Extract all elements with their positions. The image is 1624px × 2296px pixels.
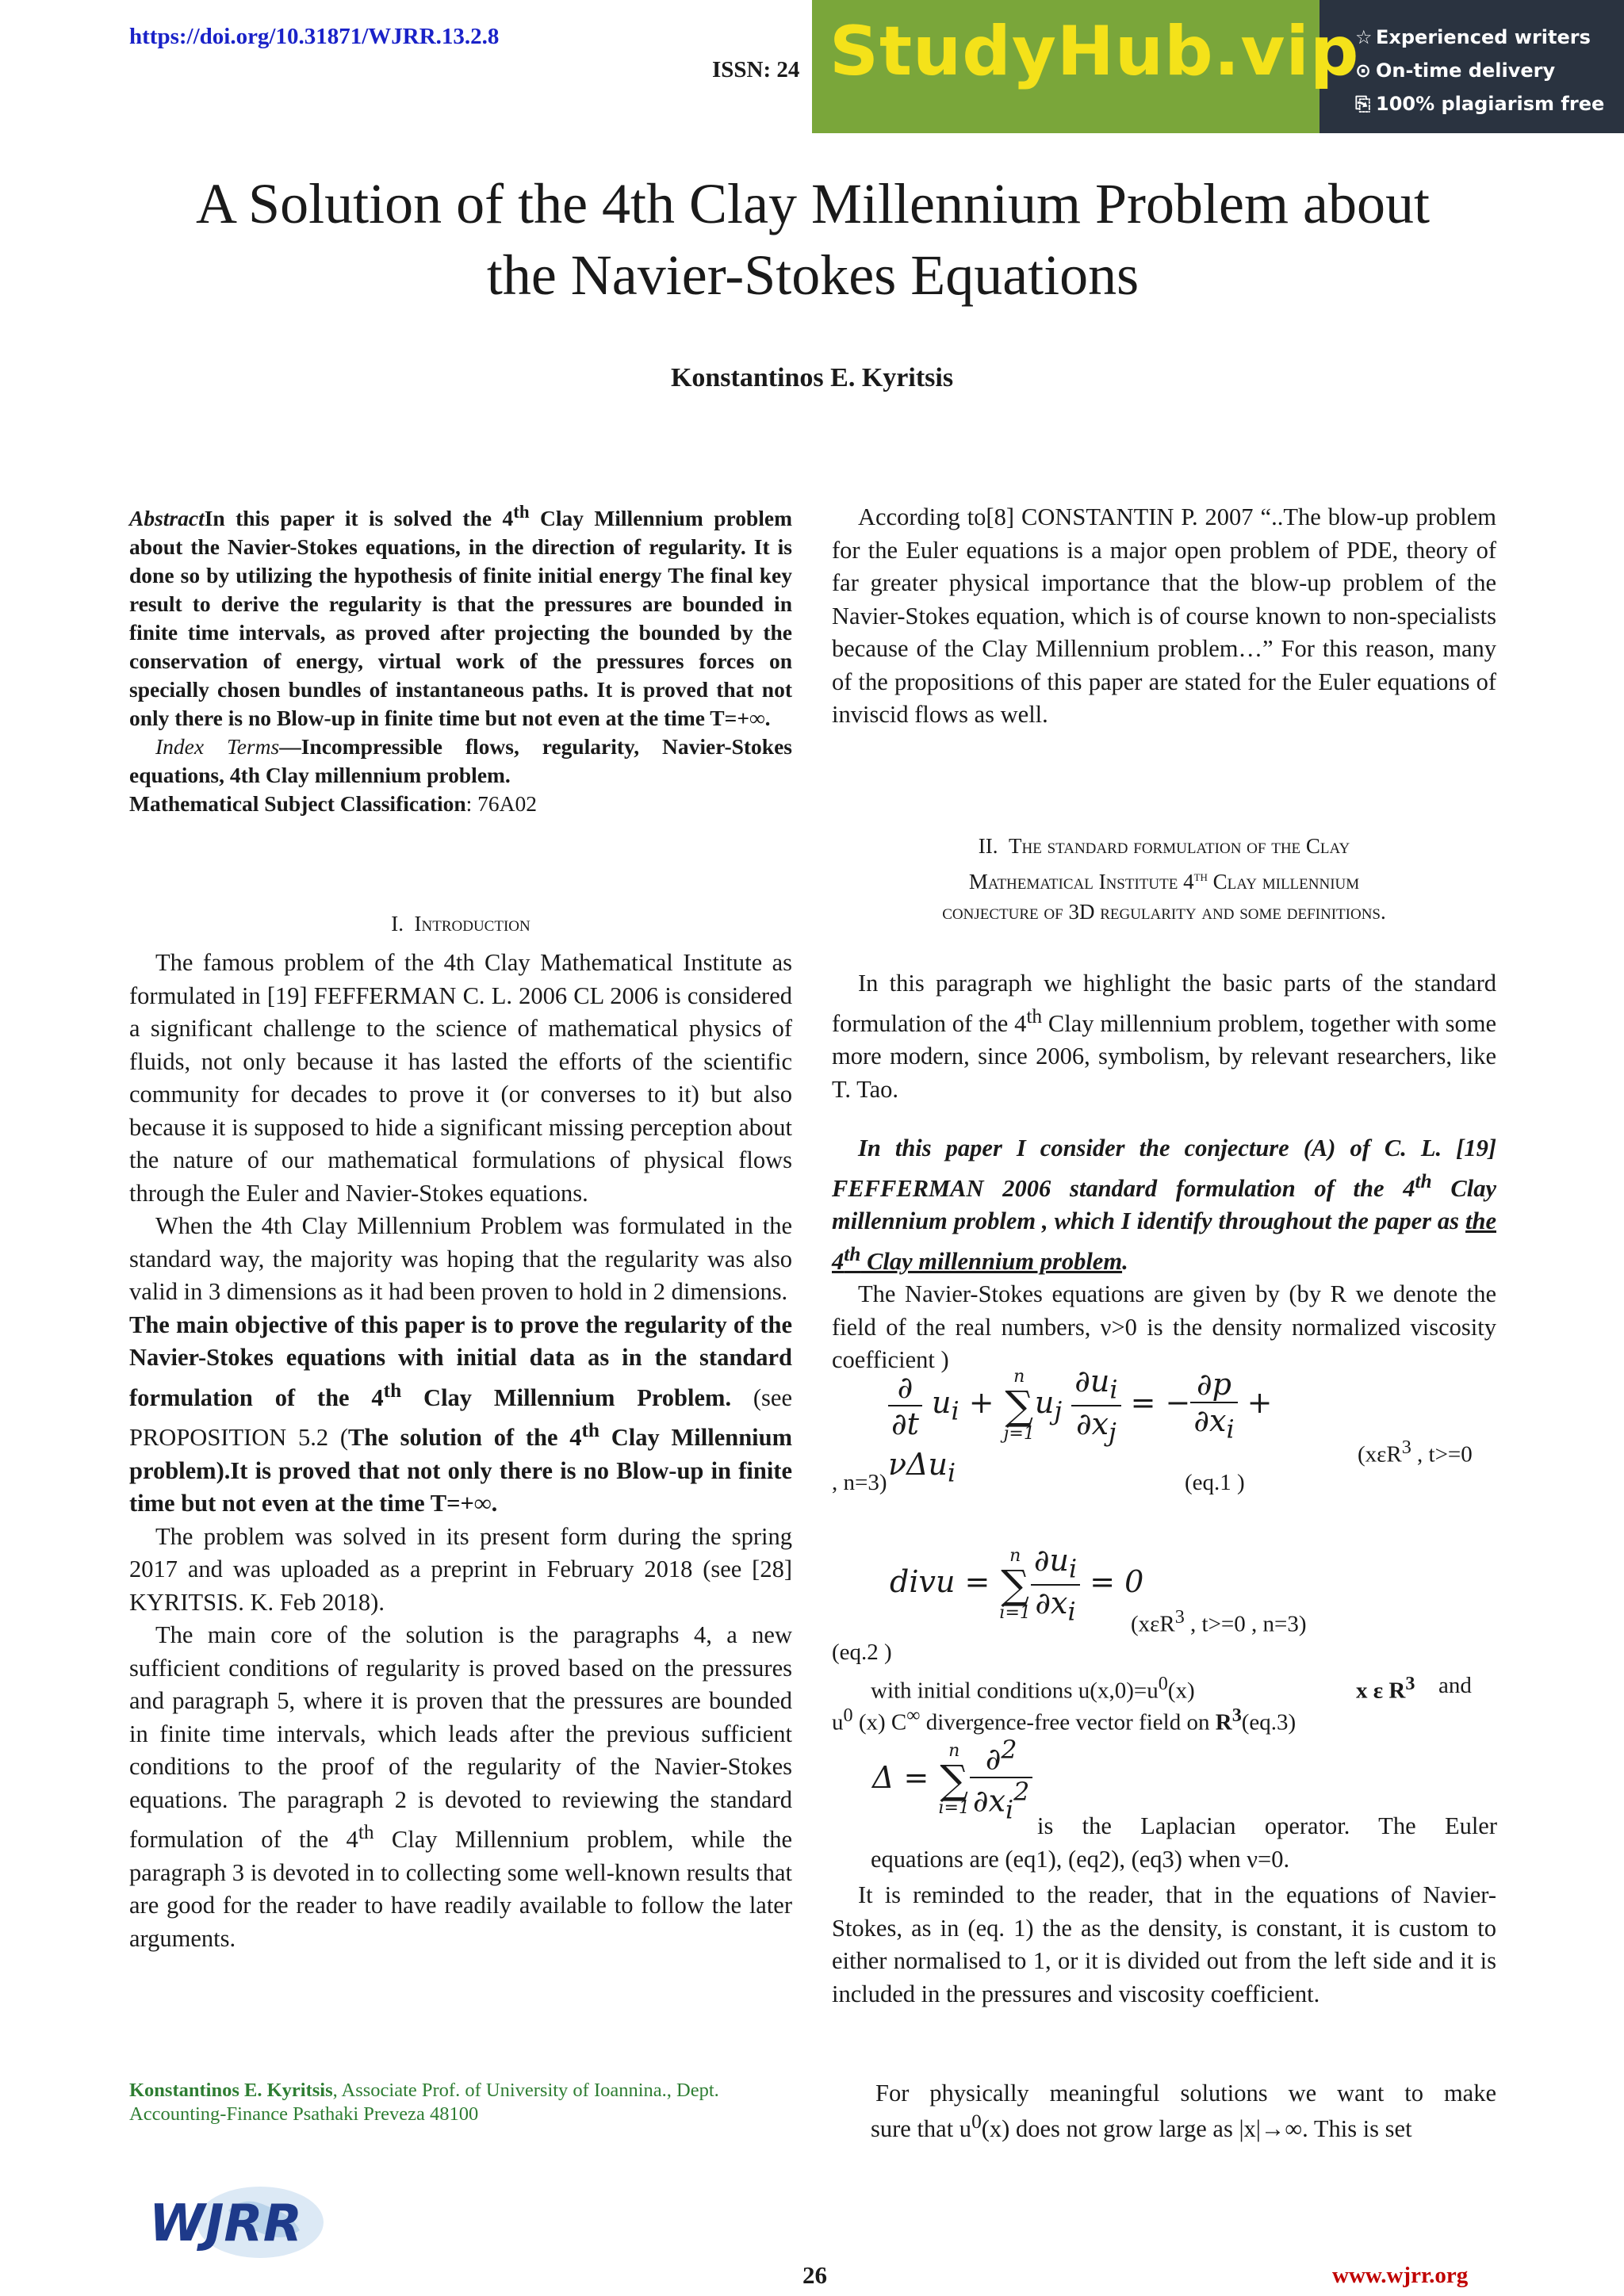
- wjrr-logo: [141, 2179, 331, 2266]
- doi-link[interactable]: https://doi.org/10.31871/WJRR.13.2.8: [129, 24, 500, 49]
- intro-p3: The main objective of this paper is to prove the regularity of the Navier-Stokes equations with initial data as in the standard formulation of the 4th Clay Millennium Problem. (see PROPOSITION 5.2 (The solution of the 4th Clay Millennium problem).It is proved that not only there is no Blow-up in finite time but not even at the time T=+∞.: [129, 1311, 793, 1517]
- section2-p1: In this paragraph we highlight the basic parts of the standard formulation of the 4th Clay millennium problem, together with some more modern, since 2006, symbolism, by relevant researchers, like T. Tao.: [832, 970, 1496, 1103]
- issn: ISSN: 24: [712, 57, 800, 82]
- physical-solutions-line2: sure that $u^0(x)$ does not grow large as |x|→∞. This is set: [871, 2110, 1412, 2143]
- feature-item: ⊙ On-time delivery: [1355, 54, 1604, 87]
- feature-item: ☆ Experienced writers: [1355, 21, 1604, 54]
- logo-text: WJRR: [149, 2195, 302, 2253]
- laplacian-text: is the Laplacian operator. The Euler: [1037, 1812, 1497, 1839]
- page-number: 26: [802, 2261, 827, 2289]
- and-word: and: [1438, 1673, 1472, 1698]
- eq2-domain: (xεR$^3$ , t>=0 , n=3): [1131, 1606, 1307, 1637]
- author: Konstantinos E. Kyritsis: [670, 363, 954, 392]
- journal-website[interactable]: www.wjrr.org: [1332, 2263, 1469, 2288]
- section2-p2: In this paper I consider the conjecture (A) of C. L. [19] FEFFERMAN 2006 standard formulation of the 4th Clay millennium problem , which I identify throughout the paper as the 4th Clay millennium problem. The Navier-Stokes equations are given by (by R we denote the field of the real numbers, ν>0 is the density normalized viscosity coefficient ): [832, 1135, 1497, 1374]
- x-in-r3: x ε $R^3$: [1356, 1673, 1415, 1704]
- paper-title: A Solution of the 4th Clay Millennium Problem about the Navier-Stokes Equations: [196, 172, 1430, 307]
- banner-logo-area: [812, 0, 1360, 133]
- intro-p5: The main core of the solution is the paragraphs 4, a new sufficient conditions of regularity is proved based on the pressures and paragraph 5, where it is proven that the pressures are bounded in finite time intervals, which leads after the previous sufficient conditions to the proof of the regularity of the Navier-Stokes equations. The paragraph 2 is devoted to reviewing the standard formulation of the 4th Clay Millennium problem, while the paragraph 3 is devoted in to collecting some well-known results that are good for the reader to have readily available to follow the later arguments.: [129, 1621, 792, 1952]
- equation-2: divu = n ∑ i=1 $\frac{\partial u_i}{\partial x_i}$ = 0: [890, 1543, 1144, 1627]
- feature-item: ⎘ 100% plagiarism free: [1355, 87, 1604, 121]
- section2-heading: II. The standard formulation of the Clay Mathematical Institute 4th Clay millennium conjecture of 3D regularity and some definitions.: [942, 834, 1386, 924]
- intro-body: [129, 947, 792, 1955]
- eq1-n: , n=3): [832, 1470, 887, 1495]
- studyhub-banner[interactable]: [812, 0, 1624, 133]
- abstract: AbstractIn this paper it is solved the 4th Clay Millennium problem about the Navier-Stokes equations, in the direction of regularity. It is done so by utilizing the hypothesis of finite initial energy The final key result to derive the regularity is that the pressures are bounded in finite time intervals, as proved after projecting the bounded by the conservation of energy, virtual work of the pressures forces on specially chosen bundles of instantaneous paths. It is proved that not only there is no Blow-up in finite time but not even at the time T=+∞. Index Terms—Incompressible flows, regularity, Navier-Stokes equations, 4th Clay millennium problem. Mathematical Subject Classification: 76A02: [129, 502, 793, 817]
- initial-conditions: with initial conditions $u(x,0)=u^0(x)$: [871, 1673, 1195, 1704]
- intro-p4: The problem was solved in its present form during the spring 2017 and was uploaded as a preprint in February 2018 (see [28] KYRITSIS. K. Feb 2018).: [129, 1522, 792, 1616]
- constantin-quote: According to[8] CONSTANTIN P. 2007 “..The blow-up problem for the Euler equations is a major open problem of PDE, theory of far greater physical importance that the blow-up problem of the Navier-Stokes equation, which is of course known to non-specialists because of the Clay Millennium problem…” For this reason, many of the propositions of this paper are stated for the Euler equations of inviscid flows as well.: [832, 503, 1496, 728]
- reminder-paragraph: It is reminded to the reader, that in the equations of Navier-Stokes, as in (eq. 1) the as the density, is constant, it is custom to either normalised to 1, or it is divided out from the left side and it is included in the pressures and viscosity coefficient.: [832, 1881, 1496, 2007]
- intro-heading: I. Introduction: [391, 912, 530, 936]
- author-footnote: Konstantinos E. Kyritsis, Associate Prof. of University of Ioannina., Dept. Accounting-Finance Psathaki Preveza 48100: [129, 2080, 719, 2125]
- star-icon: ☆: [1355, 26, 1373, 48]
- eq1-domain: (xεR$^3$ , t>=0: [1358, 1437, 1473, 1468]
- clock-icon: ⊙: [1355, 59, 1372, 82]
- u0-definition: $u^0$ (x) C∞ divergence-free vector field on $R^3(eq.3)$: [832, 1705, 1297, 1735]
- eq1-label: (eq.1 ): [1185, 1470, 1245, 1495]
- physical-solutions-line1: For physically meaningful solutions we want to make: [875, 2080, 1496, 2107]
- eq2-label: (eq.2 ): [832, 1640, 892, 1665]
- banner-features: [1355, 21, 1604, 121]
- banner-logo: StudyHub.vip: [829, 12, 1360, 91]
- intro-p1: The famous problem of the 4th Clay Mathematical Institute as formulated in [19] FEFFERMAN C. L. 2006 CL 2006 is considered a significant challenge to the science of mathematical physics of fluids, not only because it has lasted the efforts of the scientific community for decades to prove it (or converses to it) but also because it is supposed to hide a significant missing perception about the nature of our mathematical formulations of physical flows through the Euler and Navier-Stokes equations.: [129, 949, 792, 1207]
- document-icon: ⎘: [1355, 93, 1371, 115]
- euler-text: equations are (eq1), (eq2), (eq3) when ν=0.: [871, 1846, 1290, 1873]
- intro-p2: When the 4th Clay Millennium Problem was formulated in the standard way, the majority was hoping that the regularity was also valid in 3 dimensions as it had been proven to hold in 2 dimensions.: [129, 1212, 792, 1305]
- equation-1: $\frac{\partial}{\partial t}$ $u_i + n$ ∑ $j=1u_j$ $\frac{\partial u_i}{\partial x_j}$ = − $\frac{\partial p}{\partial x_i}$ + νΔu$_i$: [888, 1364, 1273, 1488]
- laplacian-equation: Δ = n ∑ i=1 $\frac{\partial^2}{\partial x_i^2}$: [872, 1736, 1032, 1824]
